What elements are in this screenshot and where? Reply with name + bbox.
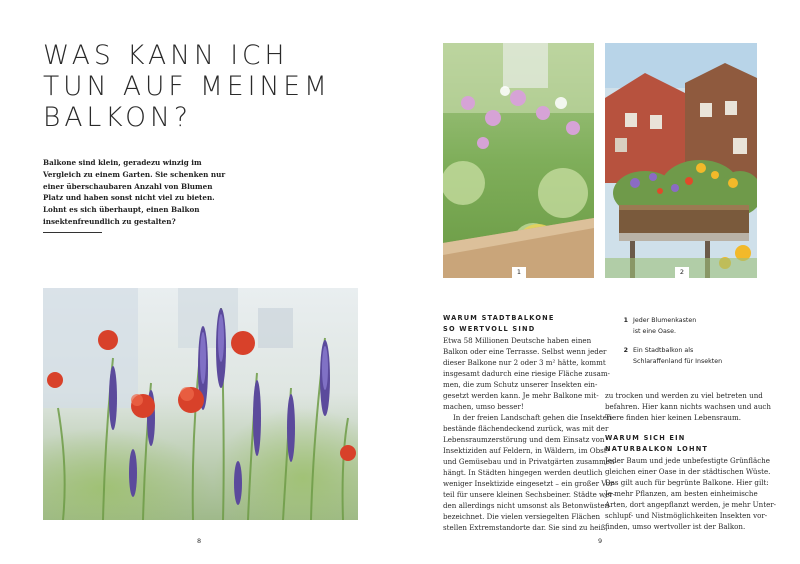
page-number-right: 9 — [598, 537, 603, 545]
caption-number: 2 — [623, 347, 628, 354]
caption-number: 1 — [623, 317, 628, 324]
body-line: In der freien Landschaft gehen die Insekten- — [453, 413, 614, 422]
intro-line: insektenfreundlich zu gestalten? — [43, 216, 176, 226]
body-line: Insektiziden auf Feldern, in Wäldern, im Obst- — [443, 446, 610, 455]
section-heading-line: WARUM SICH EIN — [605, 434, 686, 442]
body-line: Das gilt auch für begrünte Balkone. Hier gilt: — [605, 478, 769, 487]
body-line: den allerdings nicht umsonst als Betonwüsten — [443, 501, 610, 510]
body-line: gleichen einer Oase in der städtischen Wüste. — [605, 467, 771, 476]
intro-line: Balkone sind klein, geradezu winzig im — [43, 158, 202, 167]
body-paragraph — [443, 335, 610, 412]
body-line: und Gemüsebau und in Privatgärten zusammen- — [443, 457, 617, 466]
body-line: bestände flächendeckend zurück, was mit der — [443, 424, 609, 433]
body-line: stellen Extremstandorte dar. Sie sind zu heiß, — [443, 523, 608, 532]
body-line: Etwa 58 Millionen Deutsche haben einen — [443, 336, 592, 345]
text-column-2 — [605, 390, 777, 532]
section-heading-line: NATURBALKON LOHNT — [605, 445, 709, 453]
body-paragraph — [605, 390, 771, 423]
caption-2 — [612, 346, 752, 367]
caption-text: Schlaraffenland für Insekten — [633, 357, 723, 365]
body-line: Jeder Baum und jede unbefestigte Grünfläche — [605, 456, 770, 465]
intro-line: Platz und haben sonst nicht viel zu bieten. — [43, 193, 215, 203]
body-line: Lebensraumzerstörung und dem Einsatz von — [443, 435, 605, 444]
page-headline — [43, 40, 331, 133]
intro-line: Vergleich zu einem Garten. Sie schenken nur — [43, 169, 226, 179]
body-line: men, die zum Schutz unserer Insekten ein- — [443, 380, 598, 389]
intro-line: einer überschaubaren Anzahl von Blumen — [43, 181, 213, 191]
body-line: Balkon oder eine Terrasse. Selbst wenn jeder — [443, 347, 607, 356]
body-line: dieser Balkone nur 2 oder 3 m² hätte, kommt — [443, 358, 606, 367]
body-line: gesetzt werden kann. Je mehr Balkone mit- — [443, 391, 599, 400]
headline-line: WAS KANN ICH — [43, 40, 289, 71]
photo-label-2: 2 — [675, 267, 689, 278]
intro-divider — [43, 232, 102, 233]
body-line: finden, umso wertvoller ist der Balkon. — [605, 522, 746, 531]
body-line: weniger Insektizide eingesetzt – ein großer Vor- — [443, 479, 616, 488]
text-column-1 — [443, 313, 617, 533]
section-heading — [605, 433, 765, 455]
section-heading — [443, 313, 603, 335]
body-line: bezeichnet. Die vielen versiegelten Flächen — [443, 512, 601, 521]
intro-line: Lohnt es sich überhaupt, einen Balkon — [43, 205, 200, 215]
page-number-left: 8 — [197, 537, 202, 545]
body-line: insgesamt dadurch eine riesige Fläche zusam- — [443, 369, 610, 378]
body-line: hängt. In Städten hingegen werden deutlich — [443, 468, 603, 477]
section-heading-line: WARUM STADTBALKONE — [443, 314, 555, 322]
lavender-poppy-photo — [43, 288, 358, 520]
caption-text: Jeder Blumenkasten — [633, 317, 697, 324]
body-line: teil für unsere kleinen Sechsbeiner. Städte wer- — [443, 490, 616, 499]
headline-line: BALKON? — [43, 102, 192, 133]
headline-line: TUN AUF MEINEM — [43, 71, 331, 102]
body-paragraph — [443, 412, 617, 533]
body-line: Je mehr Pflanzen, am besten einheimische — [605, 489, 758, 498]
section-heading-line: SO WERTVOLL SIND — [443, 325, 536, 333]
photo-label-1: 1 — [512, 267, 526, 278]
body-paragraph — [605, 455, 777, 532]
intro-paragraph — [43, 157, 226, 228]
body-line: Arten, dort angepflanzt werden, je mehr Unter- — [605, 500, 777, 509]
body-line: schlupf- und Nistmöglichkeiten Insekten vor- — [605, 511, 768, 520]
city-balcony-photo — [605, 43, 757, 278]
flower-box-photo — [443, 43, 594, 278]
caption-text: Ein Stadtbalkon als — [633, 347, 694, 354]
body-line: machen, umso besser! — [443, 402, 524, 411]
body-line: Tiere finden hier keinen Lebensraum. — [605, 413, 741, 422]
caption-text: ist eine Oase. — [633, 327, 676, 335]
body-line: zu trocken und werden zu viel betreten und — [605, 391, 763, 400]
caption-1 — [612, 316, 752, 337]
body-line: befahren. Hier kann nichts wachsen und auch — [605, 402, 771, 411]
